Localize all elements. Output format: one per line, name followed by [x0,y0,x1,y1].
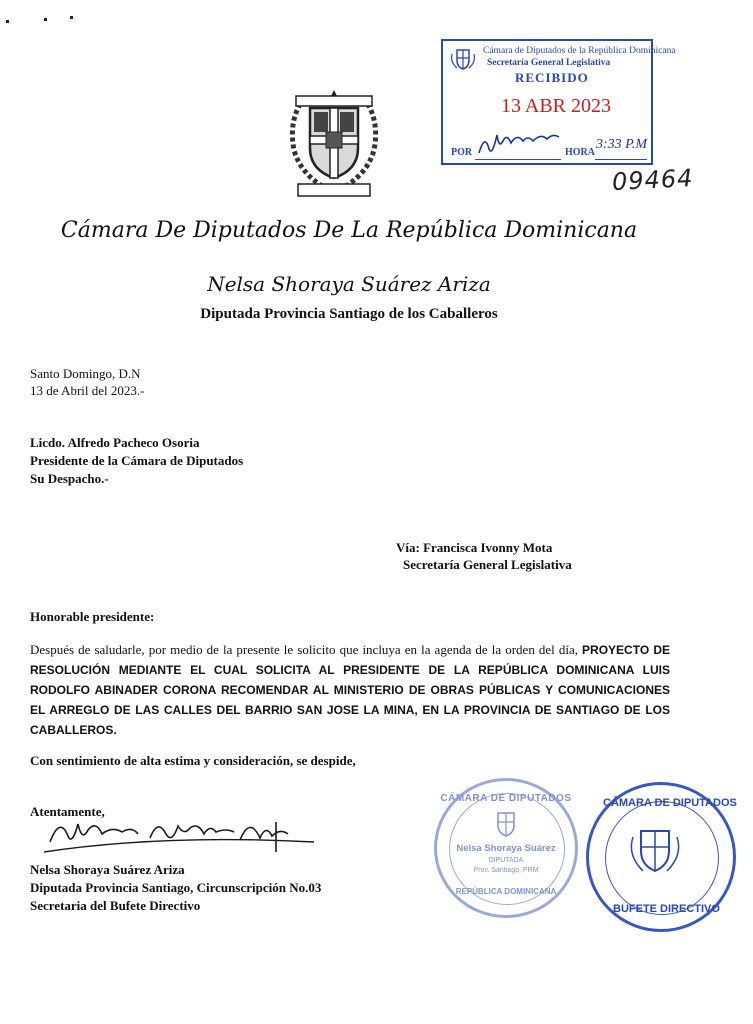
signer-role: Secretaria del Bufete Directivo [30,898,201,913]
institution-title: Cámara De Diputados De La República Dominicana [60,218,638,243]
stamp-hora-label: HORA [565,147,595,158]
signer-name: Nelsa Shoraya Suárez Ariza [30,862,185,877]
scan-mark [6,20,9,23]
deputy-seal-bottom-text: REPÚBLICA DOMINICANA [455,887,557,896]
stamp-por-label: POR [451,147,473,158]
scan-mark [70,16,73,19]
salutation: Honorable presidente: [30,609,155,624]
deputy-seal-name: Nelsa Shoraya Suárez [456,843,556,854]
regards: Atentamente, [30,804,105,819]
stamp-received: RECIBIDO [515,70,589,85]
deputy-seal-ring-text: CÁMARA DE DIPUTADOS [440,793,572,804]
signer-title: Diputada Provincia Santiago, Circunscripción No.03 [30,880,322,895]
via-department: Secretaría General Legislativa [403,557,572,572]
bufete-seal-bottom-text: BUFETE DIRECTIVO [613,903,720,915]
letter-place: Santo Domingo, D.N [30,366,141,381]
deputy-subtitle: Diputada Provincia Santiago de los Caballeros [200,306,498,322]
scan-mark [44,18,47,21]
bufete-seal-clip [580,770,737,940]
via-line: Vía: Francisca Ivonny Mota [396,540,553,555]
closing-line: Con sentimiento de alta estima y consideración, se despide, [30,753,356,768]
stamp-por-line [475,159,561,160]
stamp-hora-value: 3:33 P.M [596,137,648,152]
deputy-seal-province: Prov. Santiago, PRM [473,867,539,874]
recipient-name: Licdo. Alfredo Pacheco Osoria [30,435,200,450]
received-stamp [441,39,676,165]
coat-of-arms-emblem [274,88,394,200]
bufete-seal [586,782,736,932]
body-paragraph [30,640,670,740]
signer-signature [40,812,320,864]
body-intro: Después de saludarle, por medio de la presente le solicito que incluya en la agenda de la orden del día, [30,642,578,657]
stamp-department: Secretaría General Legislativa [487,58,611,68]
receiver-signature [477,131,561,159]
coat-of-arms-icon [449,46,477,72]
bufete-seal-ring-text: CÁMARA DE DIPUTADOS [603,797,737,809]
letter-date: 13 de Abril del 2023.- [30,383,145,398]
deputy-name-script: Nelsa Shoraya Suárez Ariza [207,272,491,296]
stamp-date: 13 ABR 2023 [501,95,612,117]
deputy-seal-role: DIPUTADA [488,857,524,864]
body-resolution: PROYECTO DE RESOLUCIÓN MEDIANTE EL CUAL SOLICITA AL PRESIDENTE DE LA REPÚBLICA DOMINICANA LUIS RODOLFO ABINADER CORONA RECOMENDAR AL MINISTERIO DE OBRAS PÚBLICAS Y COMUNICACIONES EL ARREGLO DE LAS CALLES DEL BARRIO SAN JOSE LA MINA, EN LA PROVINCIA DE SANTIAGO DE LOS CABALLEROS. [30,643,670,737]
stamp-hora-line [595,159,647,160]
recipient-title: Presidente de la Cámara de Diputados [30,453,244,468]
deputy-seal [434,778,578,918]
deputy-seal-arms-icon [489,809,523,839]
stamp-institution: Cámara de Diputados de la República Dominicana [483,46,676,56]
recipient-office: Su Despacho.- [30,471,109,486]
registry-number: 09464 [611,163,695,197]
bufete-seal-arms-icon [627,825,683,877]
